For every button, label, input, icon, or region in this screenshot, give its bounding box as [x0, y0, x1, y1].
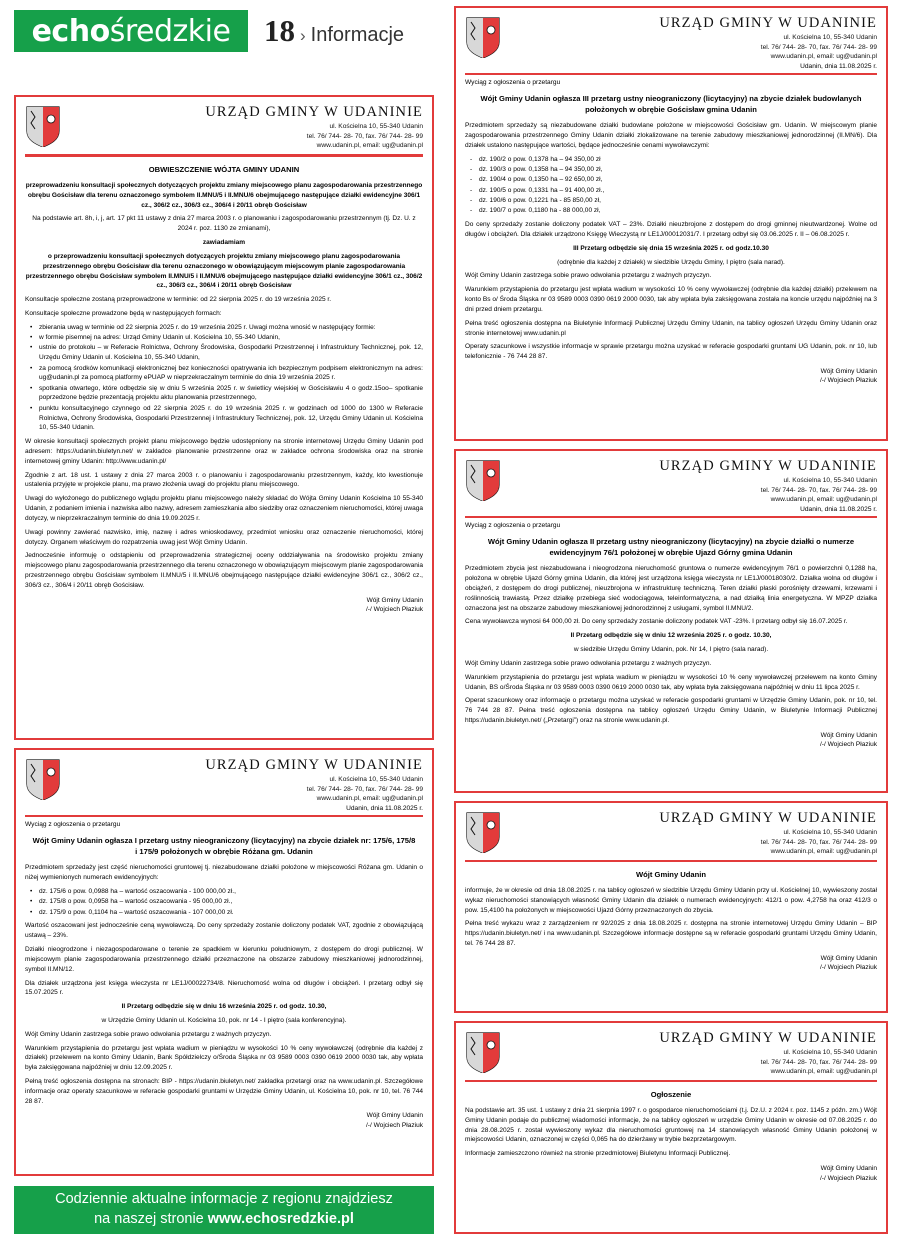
logo-thin: średzkie — [109, 13, 231, 49]
notice-scope: o przeprowadzeniu konsultacji społecznych dotyczących projektu zmiany miejscowego planu zagospodarowania przestrzennego obrębu Gościsław dla terenu oznaczonego w obowiązującym miejscowym planie zagospodarowania przestrzennego obrębu Gościsław symbolem II.MNU/5 i II.MNU/6 obejmującego następujące działki ewidencyjne 306/1 cz., 306/2 cz., 306/3 cz., 306/4 i 20/11 obręb Gościsław — [25, 252, 423, 290]
dateline: Udanin, dnia 11.08.2025 r. — [346, 804, 423, 812]
tender-land-register: Dla działek urządzona jest księga wieczysta nr LE1J/00022734/8. Nieruchomość wolna od długów i obciążeń. I przetarg odbył się 15.07.2025 r. — [25, 979, 423, 997]
excerpt-label: Wyciąg z ogłoszenia o przetargu — [465, 521, 561, 529]
notice-comment-address: Uwagi do wyłożonego do publicznego wglądu projektu planu miejscowego należy składać do Wójta Gminy Udanin Kościelna 10 55-340 Udanin, z podaniem imienia i nazwiska albo nazwy, adresem zamieszkania albo siedziby oraz oznaczeniem nieruchomości, której uwaga dotyczy, w nieprzekraczalnym terminie do dnia 19.09.2025 r. — [25, 495, 423, 522]
signature — [25, 1111, 423, 1130]
office-name: URZĄD GMINY W UDANINIE — [659, 1030, 877, 1046]
list-item: • spotkania otwartego, które odbędzie się w dniu 5 września 2025 r. w świetlicy wiejskiej w Gościsławiu 4 o godz.15oo– spotkanie poprzedzone będzie prezentacją projektu aktu planowania przestrzennego, — [39, 384, 423, 404]
signature-name: /-/ Wojciech Płaziuk — [819, 964, 877, 972]
tender-cancel-note: Wójt Gminy Udanin zastrzega sobie prawo odwołania przetargu z ważnych przyczyn. — [25, 1030, 272, 1038]
excerpt-label: Wyciąg z ogłoszenia o przetargu — [25, 820, 121, 828]
tender-date: III Przetarg odbędzie się dnia 15 września 2025 r. od godz.10.30 — [573, 244, 769, 252]
office-address-line1: ul. Kościelna 10, 55-340 Udanin — [329, 123, 423, 130]
tender-cancel-note: Wójt Gminy Udanin zastrzega sobie prawo odwołania przetargu z ważnych przyczyn. — [465, 659, 712, 667]
tender-publication-note: Pełna treść ogłoszenia dostępna na Biuletynie Informacji Publicznej Urzędu Gminy Udanin, na tablicy ogłoszeń Urzędu Gminy Udanin oraz stronie internetowej www.udanin.pl — [465, 319, 877, 337]
list-item: • w formie pisemnej na adres: Urząd Gminy Udanin ul. Kościelna 10, 55-340 Udanin, — [39, 333, 423, 343]
office-address-line3: www.udanin.pl, email: ug@udanin.pl — [770, 53, 877, 61]
coat-of-arms-icon — [465, 809, 501, 853]
signature-name: /-/ Wojciech Płaziuk — [365, 1121, 423, 1129]
header-divider — [465, 516, 877, 518]
signature — [465, 367, 877, 386]
signature-role: Wójt Gminy Udanin — [366, 596, 423, 604]
office-name: URZĄD GMINY W UDANINIE — [205, 757, 423, 773]
notice-header — [25, 103, 423, 151]
notice-declaration: zawiadamiam — [202, 239, 246, 247]
coat-of-arms-icon — [465, 457, 501, 501]
header-divider — [465, 860, 877, 862]
coat-of-arms-icon — [25, 103, 61, 147]
office-address-line2: tel. 76/ 744- 28- 70, fax. 76/ 744- 28- 99 — [760, 838, 877, 846]
header-divider — [465, 1080, 877, 1082]
notice-title: Wójt Gminy Udanin — [635, 869, 707, 879]
tender-info-note: Pełną treść ogłoszenia dostępna na stronach: BIP - https://udanin.biuletyn.net/ zakładka przetargi oraz na www.udanin.pl. Szczegółowe informacje oraz operaty szacunkowe w referacie gospodarki gruntami w Urzędzie Gminy Udanin, ul. Kościelna 10, pok. nr 10, tel. 76 744 28 87. — [25, 1078, 423, 1105]
page-indicator — [264, 13, 404, 49]
lease-bip-note: Informacje zamieszczono również na stronie przedmiotowej Biuletynu Informacji Publicznej. — [465, 1150, 731, 1158]
tender-parcel-desc: Działki nieogrodzone i niezagospodarowane o terenie ze spadkiem w kierunku południowym, z dostępem do drogi publicznej. W miejscowym planie zagospodarowania przestrzennego działki przeznaczone na obszarze zabudowy mieszkaniowej jednorodzinnej, symbol II.MN/12. — [25, 946, 423, 973]
parcel-list — [25, 887, 423, 917]
footer-line1: Codziennie aktualne informacje z regionu znajdziesz — [55, 1191, 393, 1208]
office-address-line1: ul. Kościelna 10, 55-340 Udanin — [783, 34, 877, 41]
dateline: Udanin, dnia 11.08.2025 r. — [800, 505, 877, 513]
property-list-info: informuje, że w okresie od dnia 18.08.2025 r. na tablicy ogłoszeń w siedzibie Urzędu Gminy Udanin przy ul. Kościelnej 10, wywieszony został wykaz nieruchomości stanowiących własność Gminy Udanin dla działek o numerach ewidencyjnych: 412/1 o pow. 4,2758 ha oraz 412/3 o pow. 15,4100 ha położonych w miejscowości Ujazd Górny przeznaczonych do zbycia. — [465, 887, 877, 914]
echo-sredzkie-logo — [14, 10, 248, 52]
coat-of-arms-icon — [465, 1029, 501, 1073]
office-address-line3: www.udanin.pl, email: ug@udanin.pl — [770, 848, 877, 856]
header-divider — [25, 815, 423, 817]
notice-box-tender-goscislaw — [454, 6, 888, 441]
notice-comment-content: Uwagi powinny zawierać nazwisko, imię, nazwę i adres wnioskodawcy, przedmiot wniosku oraz oznaczenie nieruchomości, której dotyczy. Organem właściwym do rozpatrzenia uwag jest Wójt Gminy Udanin. — [25, 528, 423, 546]
office-name: URZĄD GMINY W UDANINIE — [205, 104, 423, 120]
office-address-line2: tel. 76/ 744- 28- 70, fax. 76/ 744- 28- 99 — [760, 1058, 877, 1066]
header-divider — [25, 154, 423, 157]
office-address-line3: www.udanin.pl, email: ug@udanin.pl — [770, 1068, 877, 1076]
lease-info: Na podstawie art. 35 ust. 1 ustawy z dnia 21 sierpnia 1997 r. o gospodarce nieruchomościami (t.j. Dz.U. z 2024 r. poz. 1145 z późn. zm.) Wójt Gminy Udanin podaje do publicznej wiadomości informacje, że na tablicy ogłoszeń w urzędzie Gminy Udanin w okresie od 07.08.2025 r. do dnia 28.08.2025 r. został wywieszony wykaz dla nieruchomości gruntowej na 14 stanowiących własność Gminy Udanin położonej w miejscowości Udanin, oznaczonej w części 0,065 ha do dzierżawy w trybie bezprzetargowym. — [465, 1107, 877, 1144]
office-address-line3: www.udanin.pl, email: ug@udanin.pl — [316, 142, 423, 150]
coat-of-arms-icon — [25, 756, 61, 800]
notice-box-lease-announcement — [454, 1021, 888, 1234]
notice-title: Wójt Gminy Udanin ogłasza II przetarg ustny nieograniczony (licytacyjny) na zbycie działki o numerze ewidencyjnym 76/1 położonej w obrębie Ujazd Górny gmina Udanin — [487, 536, 855, 558]
tender-subject: Przedmiotem sprzedaży jest część nieruchomości gruntowej tj. niezabudowane działki położone w miejscowości Różana gm. Udanin o niżej wymienionych numerach ewidencyjnych: — [25, 864, 423, 882]
footer-line2-prefix: na naszej stronie — [94, 1211, 208, 1227]
list-item: • dz. 175/9 o pow. 0,1104 ha – wartość oszacowania - 107 000,00 zł. — [39, 908, 423, 918]
notice-forms-intro: Konsultacje społeczne prowadzone będą w następujących formach: — [25, 309, 222, 317]
office-name: URZĄD GMINY W UDANINIE — [659, 810, 877, 826]
signature-role: Wójt Gminy Udanin — [820, 731, 877, 739]
tender-vat-note: Do ceny sprzedaży zostanie doliczony podatek VAT – 23%. Działki nieuzbrojone z dostępem do drogi gminnej nieutwardzonej. Wolne od długów i obciążeń. Dla działek urządzono Księgę Wieczystą nr LE1J/00012031/7. I przetarg odbył się 03.06.2025 r. II – 06.08.2025 r. — [465, 221, 877, 239]
excerpt-label: Wyciąg z ogłoszenia o przetargu — [465, 78, 561, 86]
notice-box-tender-rozana — [14, 748, 434, 1176]
signature-name: /-/ Wojciech Płaziuk — [819, 1174, 877, 1182]
notice-forms-list — [25, 323, 423, 433]
footer-website: www.echosredzkie.pl — [207, 1211, 354, 1227]
notice-box-tender-ujazd — [454, 449, 888, 793]
signature — [465, 954, 877, 973]
tender-date: II Przetarg odbędzie się w dniu 16 września 2025 r. od godz. 10.30, — [121, 1003, 327, 1011]
notice-title: OBWIESZCZENIE WÓJTA GMINY UDANIN — [148, 164, 300, 174]
office-address-line1: ul. Kościelna 10, 55-340 Udanin — [329, 776, 423, 783]
tender-price-note: Wartość oszacowani jest jednocześnie ceną wywoławczą. Do ceny sprzedaży zostanie doliczony podatek VAT, zgodnie z obowiązującą ustawą – 23%. — [25, 922, 423, 940]
notice-title: Wójt Gminy Udanin ogłasza I przetarg ustny nieograniczony (licytacyjny) na zbycie działek nr: 175/6, 175/8 i 175/9 położonych w obrębie Różana gm. Udanin — [32, 835, 416, 857]
tender-price: Cena wywoławcza wynosi 64 000,00 zł. Do ceny sprzedaży zostanie doliczony podatek VAT -23%. I przetarg odbył się 16.07.2025 r. — [465, 618, 848, 626]
signature-role: Wójt Gminy Udanin — [820, 1165, 877, 1173]
header-divider — [465, 73, 877, 75]
tender-deposit-note: Warunkiem przystąpienia do przetargu jest wpłata wadium w wysokości 10 % ceny wywoławczej (odrębnie dla każdej działki) przelewem na konto Bs o/ Środa Śląska nr 03 9589 0003 0390 0619 2000 0030, tak aby wpłata była zaksięgowana została na koncie urzędu najpóźniej na 3 dni przed dniem przetargu. — [465, 286, 877, 313]
footer-banner — [14, 1186, 434, 1234]
masthead — [14, 8, 434, 54]
office-address-line1: ul. Kościelna 10, 55-340 Udanin — [783, 829, 877, 836]
notice-comment-right: Zgodnie z art. 18 ust. 1 ustawy z dnia 27 marca 2003 r. o planowaniu i zagospodarowaniu przestrzennym, każdy, kto kwestionuje ustalenia przyjęte w projekcie planu, ma prawo złożenia uwagi do projektu planu miejscowego. — [25, 471, 423, 489]
notice-sea-waiver: Jednocześnie informuję o odstąpieniu od przeprowadzenia strategicznej oceny oddziaływania na środowisko projektu zmiany miejscowego planu zagospodarowania przestrzennego dla terenu oznaczonego w obowiązującym miejscowym planie zagospodarowania przestrzennego obrębu Gościsław symbolem II.MNU/5 i II.MNU/6 obejmującego następujące działki ewidencyjne 306/1 cz., 306/2 cz., 306/3 cz., 306/4 i 20/11 obręb Gościsław. — [25, 552, 423, 589]
office-address-line1: ul. Kościelna 10, 55-340 Udanin — [783, 1049, 877, 1056]
list-item: - dz. 190/5 o pow. 0,1331 ha – 91 400,00 zł., — [479, 186, 877, 196]
list-item: - dz. 190/4 o pow. 0,1350 ha – 92 650,00 zł, — [479, 175, 877, 185]
list-item: • za pomocą środków komunikacji elektronicznej bez konieczności opatrywania ich bezpiecznym podpisem elektronicznym na adres: ug@udanin.pl za pomocą platformy ePUAP w nieprzekraczalnym terminie do dnia 19 września 2025 r. — [39, 364, 423, 384]
notice-availability: W okresie konsultacji społecznych projekt planu miejscowego będzie udostępniony na stronie internetowej Urzędu Gminy Udanin pod adresem: https://udanin.biuletyn.net/ w zakładce planowanie przestrzenne oraz w zakładce ochrona środowiska oraz na stronie internetowej gminy Udanin: http://www.udanin.pl/ — [25, 438, 423, 465]
tender-place: w Urzędzie Gminy Udanin ul. Kościelna 10, pok. nr 14 - I piętro (sala konferencyjna). — [101, 1016, 347, 1024]
signature-name: /-/ Wojciech Płaziuk — [819, 741, 877, 749]
office-address-line2: tel. 76/ 744- 28- 70, fax. 76/ 744- 28- 99 — [306, 785, 423, 793]
section-title: Informacje — [310, 24, 405, 46]
list-item: - dz. 190/7 o pow. 0,1180 ha - 88 000,00 zł, — [479, 206, 877, 216]
list-item: • ustnie do protokołu – w Referacie Rolnictwa, Ochrony Środowiska, Gospodarki Przestrzennej i Infrastruktury Technicznej, pok. 12, Urzędu Gminy Udanin ul. Kościelna 10, 55-340 Udanin, — [39, 343, 423, 363]
tender-deposit-note: Warunkiem przystąpienia do przetargu jest wpłata wadium w pieniądzu w wysokości 10 % ceny wywoławczej przelewem na konto Gminy Udanin, BS o/Środa Śląska nr 03 9589 0003 0390 0619 2000 0030 tak, aby wpłata była zaksięgowana najpóźniej w dniu 11 lipca 2025 r. — [465, 673, 877, 691]
office-address-line2: tel. 76/ 744- 28- 70, fax. 76/ 744- 28- 99 — [306, 132, 423, 140]
office-name: URZĄD GMINY W UDANINIE — [659, 15, 877, 31]
office-address-line1: ul. Kościelna 10, 55-340 Udanin — [783, 477, 877, 484]
notice-title: Ogłoszenie — [650, 1089, 692, 1099]
page-number: 18 — [264, 13, 295, 48]
dateline: Udanin, dnia 11.08.2025 r. — [800, 62, 877, 70]
property-list-source: Pełna treść wykazu wraz z zarządzeniem nr 92/2025 z dnia 18.08.2025 r. dostępna na stronie internetowej Urzędu Gminy Udanin – BIP https://udanin.biuletyn.net/ i na www.udanin.pl. Szczegółowe informacje dostępne są w referacie gospodarki gruntami Urzędu Gminy Udanin, tel. 76 744 28 87. — [465, 920, 877, 948]
notice-title: Wójt Gminy Udanin ogłasza III przetarg ustny nieograniczony (licytacyjny) na zbycie działek budowlanych położonych w obrębie Gościsław gmina Udanin — [480, 93, 862, 115]
notice-header — [25, 756, 423, 812]
signature-role: Wójt Gminy Udanin — [366, 1112, 423, 1120]
tender-cancel-note: Wójt Gminy Udanin zastrzega sobie prawo odwołania przetargu z ważnych przyczyn. — [465, 272, 712, 280]
notice-header — [465, 1029, 877, 1077]
tender-deposit-note: Warunkiem przystąpienia do przetargu jest wpłata wadium w pieniądzu w wysokości 10 % ceny wywoławczej (odrębnie dla każdej z działek) przelewem na konto Gminy Udanin, Bank Spółdzielczy o/Środa Śląska nr 03 9589 0003 0390 0619 2000 0030 tak, aby wpłata była zaksięgowana najpóźniej w dniu 12.09.2025 r. — [25, 1044, 423, 1072]
tender-subject: Przedmiotem zbycia jest niezabudowana i nieogrodzona nieruchomość gruntowa o numerze ewidencyjnym 76/1 o powierzchni 0,1288 ha, położona w obrębie Ujazd Górny gmina Udanin, dla której jest urządzona księga wieczysta nr LE1J/00018030/2. Działka wolna od długów i obciążeń, z dostępem do drogi publicznej, nieuzbrojona w infrastrukturę techniczną. Teren działki płaski porośnięty drzewami, krzewami i roślinnością trawiastą. Przez działkę przebiega sieć wodociągowa, teleinformatyczna, a nad działką linia energetyczna. W MPZP działka oznaczona jest na obszarze zabudowy mieszkaniowej jednorodzinnej z usługami, symbol II.MNU/2. — [465, 565, 877, 612]
tender-info-note: Operat szacunkowy oraz informacje o przetargu można uzyskać w referacie gospodarki gruntami w Urzędzie Gminy Udanin, pok. nr 10, tel. 76 744 28 87. Pełna treść ogłoszenia dostępna na tablicy ogłoszeń Urzędu Gminy Udanin, w Biuletynie Informacji Publicznej https://udanin.biuletyn.net/ („Przetargi”) oraz na stronie www.udanin.pl. — [465, 697, 877, 724]
notice-subject: przeprowadzeniu konsultacji społecznych dotyczących projektu zmiany miejscowego planu zagospodarowania przestrzennego obrębu Gościsław dla terenu oznaczonego symbolem II.MNU/5 i II.MNU/6 obejmującego następujące działki ewidencyjne 306/1 cz., 306/2 cz., 306/3 cz., 306/4 i 20/11 obręb Gościsław — [25, 182, 423, 209]
notice-box-property-list — [454, 801, 888, 1013]
logo-main: echo — [31, 13, 110, 49]
notice-header — [465, 14, 877, 70]
office-name: URZĄD GMINY W UDANINIE — [659, 458, 877, 474]
list-item: • zbierania uwag w terminie od 22 sierpnia 2025 r. do 19 września 2025 r. Uwagi można wnosić w następujący formie: — [39, 323, 423, 333]
signature-role: Wójt Gminy Udanin — [820, 954, 877, 962]
breadcrumb-separator: › — [300, 26, 306, 45]
coat-of-arms-icon — [465, 14, 501, 58]
office-address-line3: www.udanin.pl, email: ug@udanin.pl — [770, 496, 877, 504]
signature-name: /-/ Wojciech Płaziuk — [819, 377, 877, 385]
list-item: • punktu konsultacyjnego czynnego od 22 sierpnia 2025 r. do 19 września 2025 r. w godzinach od 1000 do 1300 w Referacie Rolnictwa, Ochrony Środowiska, Gospodarki Przestrzennej i Infrastruktury Technicznej, pok. 12, Urzędu Gminy Udanin ul. Kościelna 10, 55-340 Udanin. — [39, 404, 423, 433]
signature — [465, 1164, 877, 1183]
list-item: • dz. 175/8 o pow. 0,0958 ha – wartość oszacowania - 95 000,00 zł., — [39, 897, 423, 907]
office-address-line2: tel. 76/ 744- 28- 70, fax. 76/ 744- 28- 99 — [760, 43, 877, 51]
signature — [25, 596, 423, 615]
tender-info-note: Operaty szacunkowe i wszystkie informacje w sprawie przetargu można uzyskać w referacie gospodarki gruntami UG Udanin, pok. nr 10, lub telefonicznie - 76 744 28 87. — [465, 343, 877, 361]
signature-role: Wójt Gminy Udanin — [820, 367, 877, 375]
list-item: - dz. 190/6 o pow. 0,1221 ha - 85 850,00 zł, — [479, 196, 877, 206]
signature — [465, 731, 877, 750]
signature-name: /-/ Wojciech Płaziuk — [365, 606, 423, 614]
list-item: - dz. 190/2 o pow. 0,1378 ha – 94 350,00 zł — [479, 155, 877, 165]
notice-legal-basis: Na podstawie art. 8h, i, j, art. 17 pkt 11 ustawy z dnia 27 marca 2003 r. o planowaniu i zagospodarowaniu przestrzennym (tj. Dz. U. z 2024 r. poz. 1130 ze zmianami), — [32, 215, 416, 233]
tender-place: w siedzibie Urzędu Gminy Udanin, pok. Nr 14, I piętro (sala narad). — [573, 646, 769, 654]
tender-place: (odrębnie dla każdej z działek) w siedzibie Urzędu Gminy, I piętro (sala narad). — [557, 258, 785, 266]
office-address-line2: tel. 76/ 744- 28- 70, fax. 76/ 744- 28- 99 — [760, 486, 877, 494]
parcel-list — [465, 155, 877, 216]
office-address-line3: www.udanin.pl, email: ug@udanin.pl — [316, 795, 423, 803]
tender-date: II Przetarg odbędzie się w dniu 12 września 2025 r. o godz. 10.30, — [570, 632, 772, 640]
list-item: - dz. 190/3 o pow. 0,1358 ha – 94 350,00 zł, — [479, 165, 877, 175]
notice-header — [465, 457, 877, 513]
notice-period: Konsultacje społeczne zostaną przeprowadzone w terminie: od 22 sierpnia 2025 r. do 19 września 2025 r. — [25, 296, 332, 304]
notice-header — [465, 809, 877, 857]
notice-box-obwieszczenie — [14, 95, 434, 740]
tender-subject: Przedmiotem sprzedaży są niezabudowane działki budowlane położone w miejscowości Gościsław gm. Udanin. W miejscowym planie zagospodarowania przestrzennego Gminy Udanin działki zlokalizowane na terenie zabudowy mieszkaniowej jednorodzinnej (II.MN/6). Dla działek ustalono następujące wartości, będące jednocześnie cenami wywoławczymi: — [465, 122, 877, 150]
list-item: • dz. 175/6 o pow. 0,0988 ha – wartość oszacowania - 100 000,00 zł., — [39, 887, 423, 897]
